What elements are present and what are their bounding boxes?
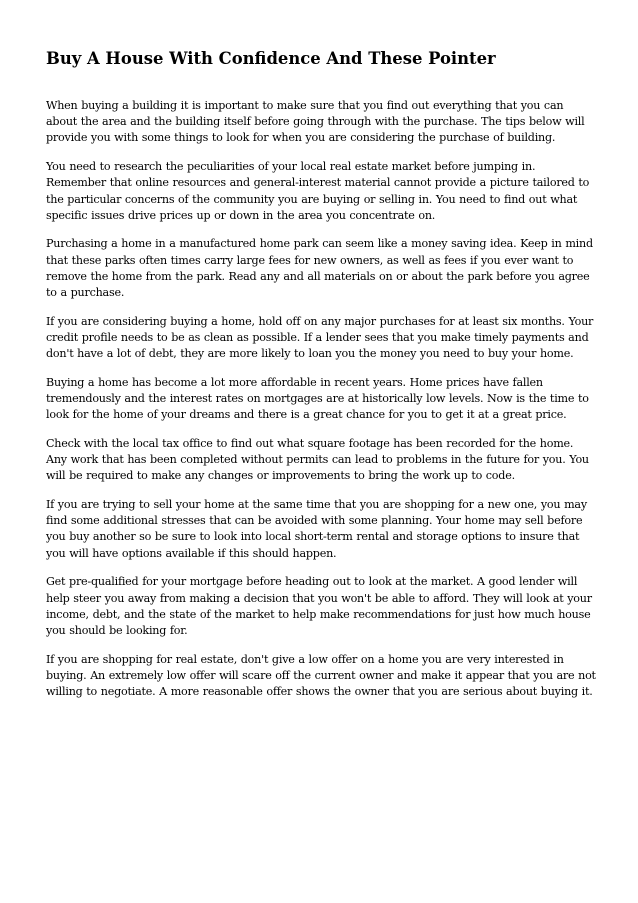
document-body	[46, 98, 596, 713]
paragraph-2: You need to research the peculiarities of your local real estate market before jumping in. Remember that online resources and general-interest material cannot provide a picture tailored to the particular concerns of the community you are buying or selling in. You need to find out what specific issues drive prices up or down in the area you concentrate on.	[46, 160, 590, 222]
paragraph-8: Get pre-qualified for your mortgage before heading out to look at the market. A good lender will help steer you away from making a decision that you won't be able to afford. They will look at your income, debt, and the state of the market to help make recommendations for just how much house you should be looking for.	[46, 575, 592, 637]
paragraph-9: If you are shopping for real estate, don't give a low offer on a home you are very interested in buying. An extremely low offer will scare off the current owner and make it appear that you are not willing to negotiate. A more reasonable offer shows the owner that you are serious about buying it.	[46, 652, 596, 699]
paragraph-1: When buying a building it is important to make sure that you find out everything that you can about the area and the building itself before going through with the purchase. The tips below will provide you with some things to look for when you are considering the purchase of building.	[46, 99, 585, 145]
paragraph-6: Check with the local tax office to find out what square footage has been recorded for the home. Any work that has been completed without permits can lead to problems in the future for you. You will be required to make any changes or improvements to bring the work up to code.	[46, 436, 589, 483]
document-title: Buy A House With Confidence And These Pointer	[46, 49, 496, 68]
paragraph-5: Buying a home has become a lot more affordable in recent years. Home prices have fallen tremendously and the interest rates on mortgages are at historically low levels. Now is the time to look for the home of your dreams and there is a great chance for you to get it at a great price.	[46, 375, 589, 422]
paragraph-3: Purchasing a home in a manufactured home park can seem like a money saving idea. Keep in mind that these parks often times carry large fees for new owners, as well as fees if you ever want to remove the home from the park. Read any and all materials on or about the park before you agree to a purchase.	[46, 237, 593, 300]
paragraph-7: If you are trying to sell your home at the same time that you are shopping for a new one, you may find some additional stresses that can be avoided with some planning. Your home may sell before you buy another so be sure to look into local short-term rental and storage options to insure that you will have options available if this should happen.	[46, 498, 587, 560]
paragraph-4: If you are considering buying a home, hold off on any major purchases for at least six months. Your credit profile needs to be as clean as possible. If a lender sees that you make timely payments and don't have a lot of debt, they are more likely to loan you the money you need to buy your home.	[46, 314, 594, 361]
